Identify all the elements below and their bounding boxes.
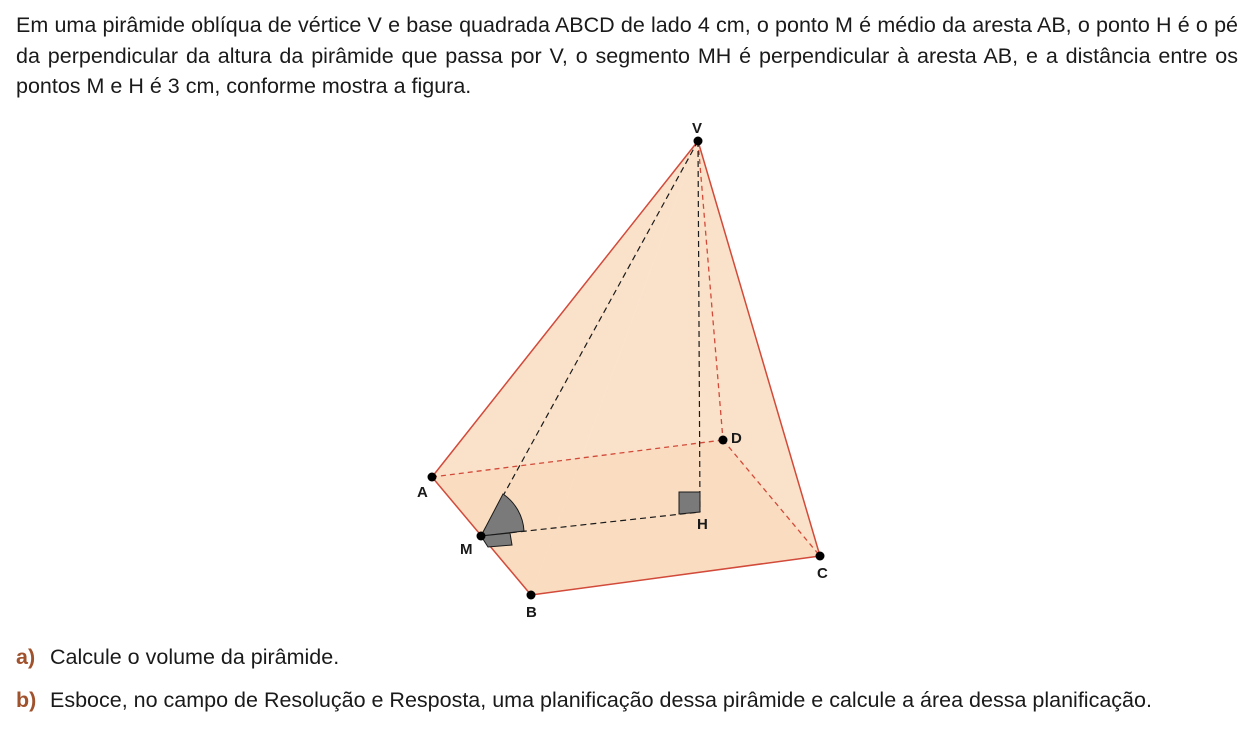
right-angle-mark-H — [679, 492, 700, 514]
label-D: D — [731, 430, 742, 447]
label-M: M — [460, 541, 473, 558]
question-b-letter: b) — [16, 688, 37, 712]
point-C — [816, 552, 825, 561]
label-B: B — [526, 604, 537, 621]
question-b — [16, 686, 1152, 714]
point-A — [428, 473, 437, 482]
label-V: V — [692, 120, 703, 137]
label-C: C — [817, 565, 828, 582]
right-angle-mark-M — [481, 533, 512, 547]
question-a-text: Calcule o volume da pirâmide. — [50, 645, 340, 669]
point-B — [527, 591, 536, 600]
problem-statement: Em uma pirâmide oblíqua de vértice V e base quadrada ABCD de lado 4 cm, o ponto M é médio da aresta AB, o ponto H é o pé da perpendicular da altura da pirâmide que passa por V, o segmento MH é perpendicular à aresta AB, e a distância entre os pontos M e H é 3 cm, conforme mostra a figura. — [16, 13, 1238, 98]
point-V — [694, 137, 703, 146]
question-a — [16, 643, 339, 671]
question-b-text: Esboce, no campo de Resolução e Resposta, uma planificação dessa pirâmide e calcule a área dessa planificação. — [50, 688, 1152, 712]
point-M — [477, 532, 486, 541]
label-A: A — [417, 484, 428, 501]
question-a-letter: a) — [16, 645, 36, 669]
point-D — [719, 436, 728, 445]
label-H: H — [697, 516, 708, 533]
